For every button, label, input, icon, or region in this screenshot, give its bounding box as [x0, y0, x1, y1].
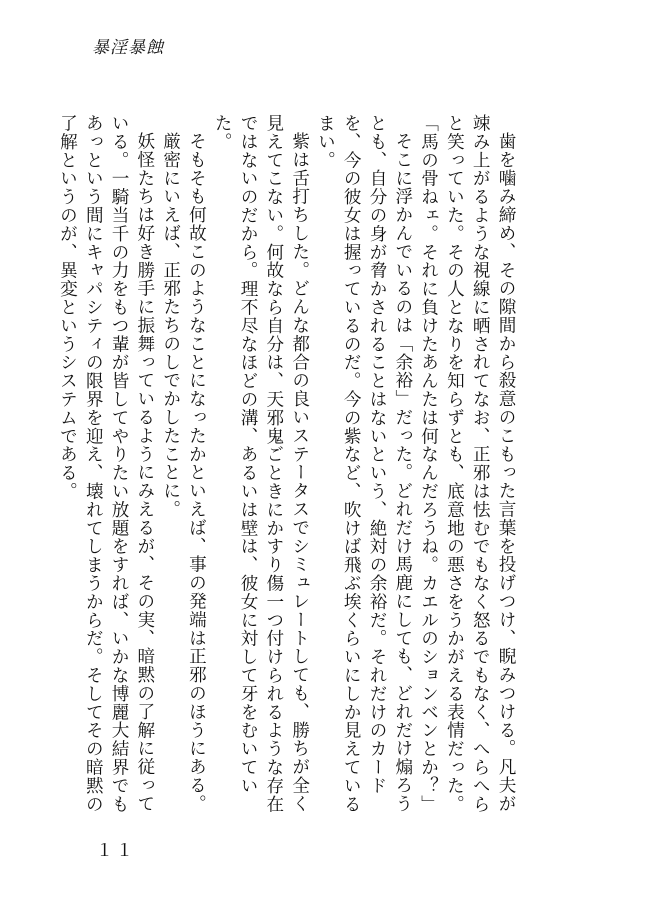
running-header-title: 暴淫暴蝕 — [92, 38, 164, 58]
paragraph-5: そもそも何故このようなことになったかといえば、事の発端は正邪のほうにある。 — [186, 131, 207, 813]
paragraph-2-dialogue: 「馬の骨ねェ。それに負けたあんたは何なんだろうね。カエルのションベンとか？」 — [418, 114, 439, 814]
paragraph-1: 歯を噛み締め、その隙間から殺意のこもった言葉を投げつけ、睨みつける。凡夫が竦み上がるような視線に晒されてなお、正邪は怯むでもなく怒るでもなく、へらへらと笑っていた。その人となりを知らずとも、底意地の悪さをうかがえる表情だった。 — [444, 114, 516, 814]
paragraph-3: そこに浮かんでいるのは「余裕」だった。どれだけ馬鹿にしても、どれだけ煽ろうとも、自分の身が脅かされることはないという、絶対の余裕だ。それだけのカードを、今の彼女は握っているのだ。今の紫など、吹けば飛ぶ埃くらいにしか見えているまい。 — [315, 114, 413, 814]
paragraph-4: 紫は舌打ちした。どんな都合の良いステータスでシミュレートしても、勝ちが全く見えてこない。何故なら自分は、天邪鬼ごときにかすり傷一つ付けられるような存在ではないのだから。理不尽なほどの溝、あるいは壁は、彼女に対して牙をむいていた。 — [212, 114, 310, 814]
paragraph-7: 妖怪たちは好き勝手に振舞っているようにみえるが、その実、暗黙の了解に従っている。一騎当千の力をもつ輩が皆してやりたい放題をすれば、いかな博麗大結界でもあっという間にキャパシティの限界を迎え、壊れてしまうからだ。そしてその暗黙の了解というのが、異変というシステムである。 — [57, 114, 155, 814]
vertical-body-text — [57, 114, 518, 814]
page-number: １１ — [96, 841, 136, 861]
paragraph-6: 厳密にいえば、正邪たちのしでかしたことに。 — [160, 131, 181, 518]
